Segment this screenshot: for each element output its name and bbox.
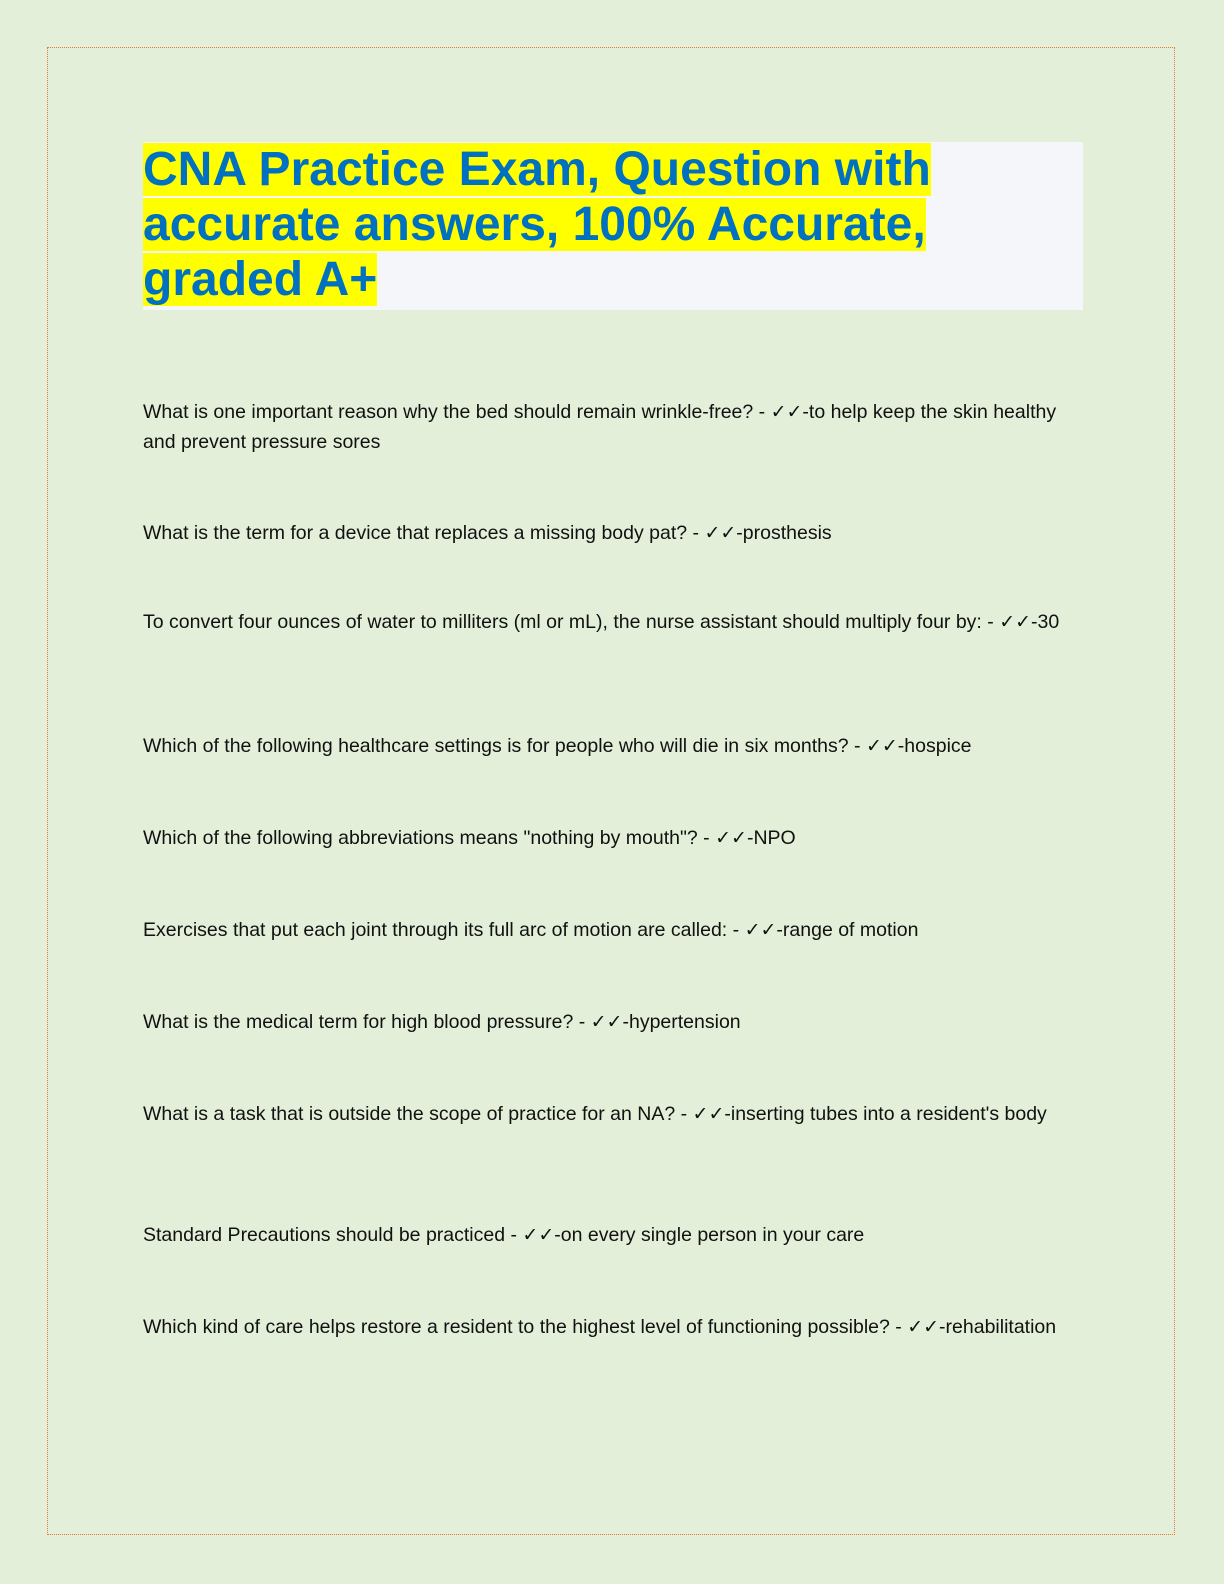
question-text: To convert four ounces of water to milliters (ml or mL), the nurse assistant should multiply four by: — [143, 611, 982, 633]
answer-prefix: - — [1031, 611, 1038, 633]
separator: - — [687, 522, 705, 544]
answer-text: hospice — [904, 735, 972, 757]
question-text: What is one important reason why the bed should remain wrinkle-free? — [143, 401, 754, 423]
qa-item — [143, 518, 1063, 548]
question-text: What is the term for a device that replaces a missing body pat? — [143, 522, 688, 544]
double-check-icon: ✓✓ — [744, 919, 777, 941]
answer-prefix: - — [939, 1316, 946, 1338]
answer-text: hypertension — [628, 1011, 741, 1033]
double-check-icon: ✓✓ — [590, 1011, 623, 1033]
answer-prefix: - — [622, 1011, 629, 1033]
double-check-icon: ✓✓ — [692, 1103, 725, 1125]
answer-text: NPO — [753, 827, 796, 849]
separator: - — [505, 1224, 523, 1246]
question-text: Which kind of care helps restore a resident to the highest level of functioning possible? — [143, 1316, 890, 1338]
question-text: What is the medical term for high blood pressure? — [143, 1011, 574, 1033]
qa-item — [143, 1099, 1063, 1129]
answer-prefix: - — [736, 522, 743, 544]
qa-item — [143, 607, 1063, 637]
qa-item — [143, 397, 1063, 457]
qa-item — [143, 731, 1063, 761]
separator: - — [675, 1103, 693, 1125]
double-check-icon: ✓✓ — [999, 611, 1032, 633]
separator: - — [753, 401, 771, 423]
separator: - — [573, 1011, 591, 1033]
answer-prefix: - — [554, 1224, 561, 1246]
title-highlight: CNA Practice Exam, Question with accurate answers, 100% Accurate, graded A+ — [143, 143, 931, 306]
separator: - — [981, 611, 1000, 633]
answer-text: 30 — [1037, 611, 1060, 633]
double-check-icon: ✓✓ — [770, 401, 803, 423]
question-text: Which of the following healthcare settings is for people who will die in six months? — [143, 735, 849, 757]
double-check-icon: ✓✓ — [704, 522, 737, 544]
question-text: Standard Precautions should be practiced — [143, 1224, 506, 1246]
double-check-icon: ✓✓ — [522, 1224, 555, 1246]
question-text: What is a task that is outside the scope of practice for an NA? — [143, 1103, 676, 1125]
double-check-icon: ✓✓ — [865, 735, 898, 757]
answer-text: to help keep the skin healthy and prevent pressure sores — [143, 401, 1057, 453]
answer-text: inserting tubes into a resident's body — [730, 1103, 1047, 1125]
answer-prefix: - — [802, 401, 809, 423]
double-check-icon: ✓✓ — [907, 1316, 940, 1338]
qa-item — [143, 915, 1063, 945]
answer-prefix: - — [746, 827, 754, 849]
answer-prefix: - — [776, 919, 783, 941]
answer-text: rehabilitation — [945, 1316, 1057, 1338]
title-block — [143, 142, 1083, 310]
answer-text: prosthesis — [742, 522, 832, 544]
document-title — [143, 142, 1083, 307]
answer-prefix: - — [897, 735, 905, 757]
separator: - — [848, 735, 866, 757]
qa-item — [143, 1220, 1063, 1250]
qa-item — [143, 1312, 1063, 1342]
answer-text: range of motion — [782, 919, 919, 941]
question-text: Exercises that put each joint through its full arc of motion are called: — [143, 919, 728, 941]
separator: - — [889, 1316, 908, 1338]
qa-item — [143, 823, 1063, 853]
separator: - — [727, 919, 745, 941]
question-text: Which of the following abbreviations means "nothing by mouth"? — [143, 827, 698, 849]
double-check-icon: ✓✓ — [715, 827, 747, 849]
answer-prefix: - — [724, 1103, 731, 1125]
separator: - — [697, 827, 716, 849]
qa-item — [143, 1007, 1063, 1037]
answer-text: on every single person in your care — [560, 1224, 865, 1246]
